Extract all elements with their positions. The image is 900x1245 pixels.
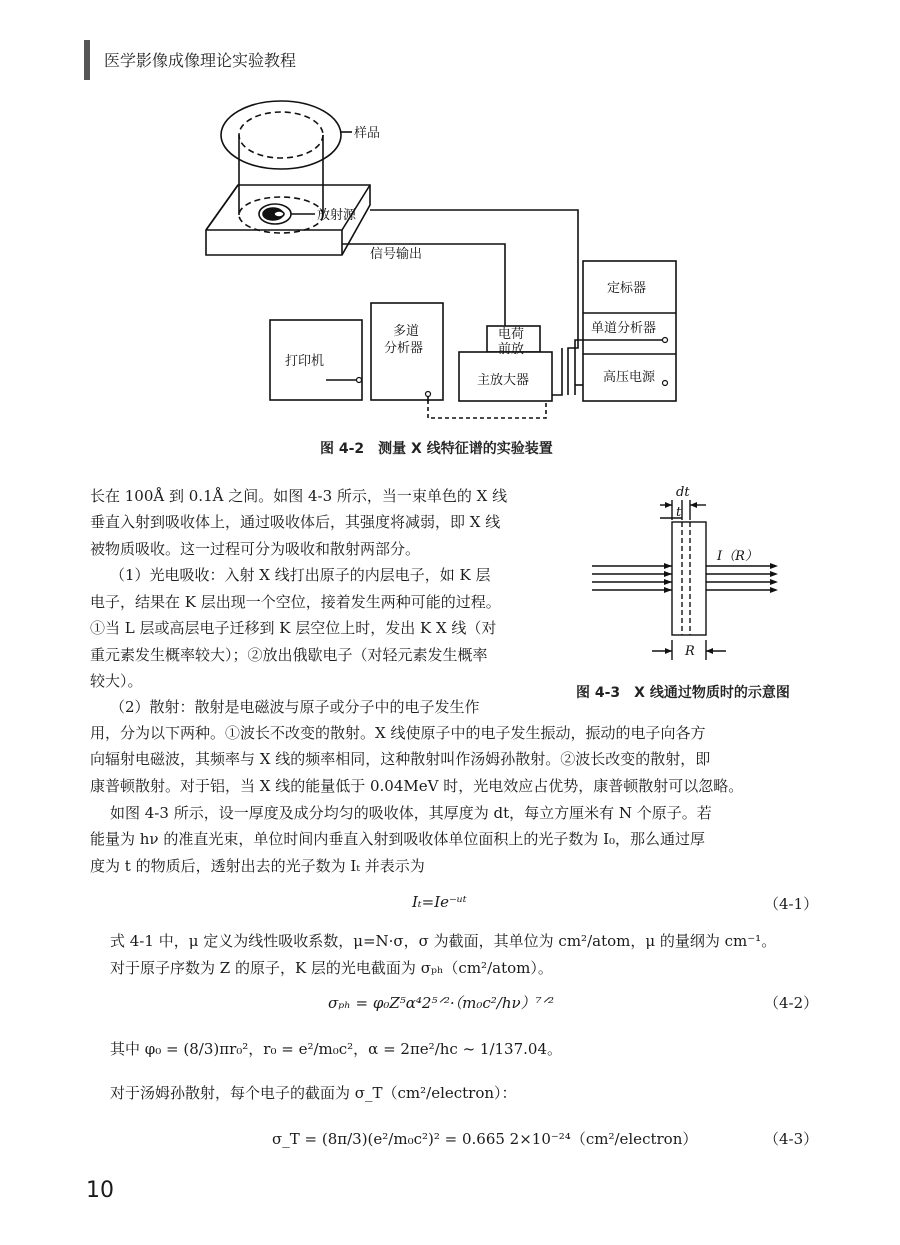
equation-4-1: Iₜ=Ie⁻ᵘᵗ: [412, 893, 467, 911]
label-source: 放射源: [317, 208, 357, 223]
text-line: 其中 φ₀ = (8/3)πr₀²，r₀ = e²/m₀c²，α = 2πe²/hc ~ 1/137.04。: [110, 1040, 563, 1058]
label-preamp-2: 前放: [498, 342, 525, 357]
label-t: t: [676, 505, 682, 520]
text-line: ①当 L 层或高层电子迁移到 K 层空位上时，发出 K X 线（对: [90, 619, 497, 637]
figure-4-3-caption: 图 4-3 X 线通过物质时的示意图: [576, 685, 790, 701]
text-line: 用，分为以下两种。①波长不改变的散射。X 线使原子中的电子发生振动，振动的电子向各方: [90, 724, 706, 742]
equation-4-2: σₚₕ = φ₀Z⁵α⁴2⁵ᐟ²·（m₀c²/hν）⁷ᐟ²: [328, 994, 554, 1012]
equation-4-2-number: （4-2）: [764, 994, 819, 1012]
equation-4-1-number: （4-1）: [764, 895, 819, 913]
text-line: 长在 100Å 到 0.1Å 之间。如图 4-3 所示，当一束单色的 X 线: [90, 487, 508, 505]
page-number: 10: [86, 1178, 114, 1203]
label-hv: 高压电源: [603, 370, 656, 385]
label-main-amp: 主放大器: [477, 373, 530, 388]
label-IR: I（R）: [717, 549, 758, 564]
text-line: 对于汤姆孙散射，每个电子的截面为 σ_T（cm²/electron）：: [110, 1084, 517, 1102]
text-line: 康普顿散射。对于铝，当 X 线的能量低于 0.04MeV 时，光电效应占优势，康普顿散射可以忽略。: [90, 777, 744, 795]
label-mca-1: 多道: [393, 324, 420, 339]
label-sample: 样品: [354, 126, 381, 141]
text-line: 电子，结果在 K 层出现一个空位，接着发生两种可能的过程。: [90, 593, 501, 611]
text-line: （1）光电吸收：入射 X 线打出原子的内层电子，如 K 层: [110, 566, 491, 584]
label-dt: dt: [676, 485, 690, 500]
text-line: 度为 t 的物质后，透射出去的光子数为 Iₜ 并表示为: [90, 857, 425, 875]
label-preamp-1: 电荷: [498, 327, 525, 342]
equation-4-3-number: （4-3）: [764, 1130, 819, 1148]
text-line: （2）散射：散射是电磁波与原子或分子中的电子发生作: [110, 698, 480, 716]
text-line: 重元素发生概率较大）；②放出俄歇电子（对轻元素发生概率: [90, 646, 488, 664]
text-line: 如图 4-3 所示，设一厚度及成分均匀的吸收体，其厚度为 dt，每立方厘米有 N 个原子。若: [110, 804, 712, 822]
text-line: 垂直入射到吸收体上，通过吸收体后，其强度将减弱，即 X 线: [90, 513, 501, 531]
text-line: 较大）。: [90, 672, 143, 690]
running-header: 医学影像成像理论实验教程: [104, 51, 297, 70]
text-line: 向辐射电磁波，其频率与 X 线的频率相同，这种散射叫作汤姆孙散射。②波长改变的散射，即: [90, 750, 711, 768]
label-printer: 打印机: [285, 354, 325, 369]
figure-4-2-caption: 图 4-2 测量 X 线特征谱的实验装置: [320, 441, 553, 457]
label-signal-output: 信号输出: [370, 247, 423, 262]
text-line: 式 4-1 中，μ 定义为线性吸收系数，μ=N·σ，σ 为截面，其单位为 cm²/atom，μ 的量纲为 cm⁻¹。: [110, 932, 777, 950]
equation-4-3: σ_T = (8π/3)(e²/m₀c²)² = 0.665 2×10⁻²⁴（cm²/electron）: [272, 1130, 698, 1148]
text-line: 被物质吸收。这一过程可分为吸收和散射两部分。: [90, 540, 421, 558]
text-line: 对于原子序数为 Z 的原子，K 层的光电截面为 σₚₕ（cm²/atom）。: [110, 959, 553, 977]
label-mca-2: 分析器: [384, 341, 424, 356]
label-sca: 单道分析器: [591, 321, 657, 336]
label-R: R: [685, 644, 695, 659]
label-scaler: 定标器: [607, 281, 647, 296]
text-line: 能量为 hν 的准直光束，单位时间内垂直入射到吸收体单位面积上的光子数为 I₀，那么通过厚: [90, 830, 706, 848]
